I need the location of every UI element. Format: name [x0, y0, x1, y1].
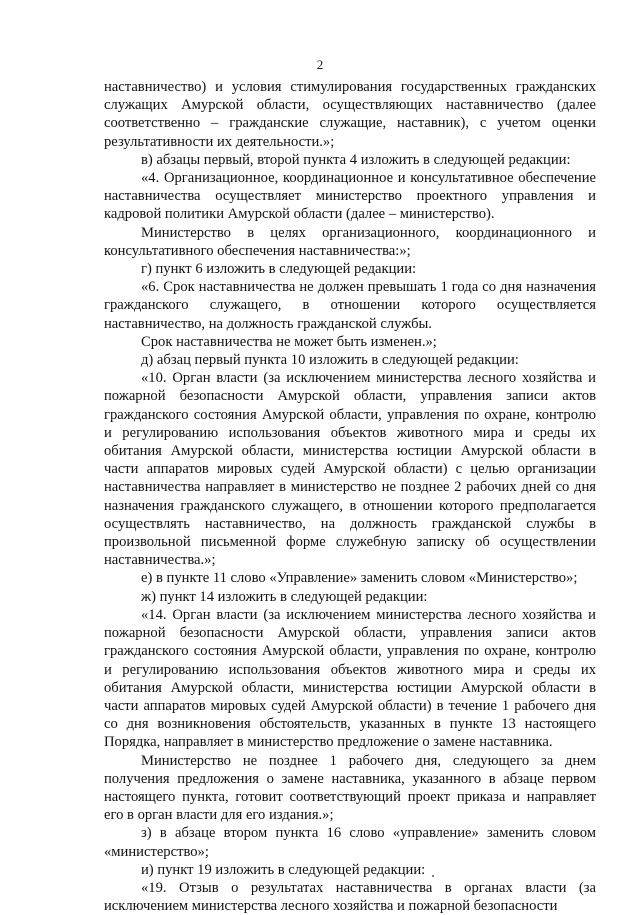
paragraph: е) в пункте 11 слово «Управление» заменить словом «Министерство»; [141, 570, 578, 587]
paragraph: Срок наставничества не может быть изменен.»; [141, 333, 437, 350]
paragraph: Министерство не позднее 1 рабочего дня, следующего за днем получения предложения о замене наставника, указанного в абзаце первом настоящего пункта, готовит соответствующий проект приказа и направляет его в орган власти для его издания.»; [104, 752, 596, 824]
paragraph: «10. Орган власти (за исключением министерства лесного хозяйства и пожарной безопасности Амурской области, управления записи актов гражданского состояния Амурской области, управления по охране, контролю и регулированию использования объектов животного мира и среды их обитания Амурской области, министерства юстиции Амурской области в части аппаратов мировых судей Амурской области) с целью организации наставничества направляет в министерство не позднее 2 рабочих дней со дня назначения гражданского служащего, в отношении которого предполагается осуществлять наставничество, на должность гражданской службы в произвольной письменной форме служебную записку об осуществлении наставничества.»; [104, 370, 596, 569]
paragraph: «6. Срок наставничества не должен превышать 1 года со дня назначения гражданского служащего, в отношении которого осуществляется наставничество, на должность гражданской службы. [104, 279, 596, 332]
scan-speck [432, 875, 434, 877]
paragraph: д) абзац первый пункта 10 изложить в следующей редакции: [141, 352, 519, 369]
document-body [104, 78, 596, 915]
page-number: 2 [316, 57, 324, 72]
paragraph: ж) пункт 14 изложить в следующей редакции: [141, 588, 428, 605]
paragraph: «4. Организационное, координационное и консультативное обеспечение наставничества осуществляет министерство проектного управления и кадровой политики Амурской области (далее – министерство). [104, 170, 596, 223]
paragraph: и) пункт 19 изложить в следующей редакции: [141, 861, 426, 878]
paragraph: «14. Орган власти (за исключением министерства лесного хозяйства и пожарной безопасности Амурской области, управления записи актов гражданского состояния Амурской области, управления по охране, контролю и регулированию использования объектов животного мира и среды их обитания Амурской области, министерства юстиции Амурской области в части аппаратов мировых судей Амурской области) в течение 1 рабочего дня со дня возникновения обстоятельств, указанных в пункте 13 настоящего Порядка, направляет в министерство предложение о замене наставника. [104, 606, 596, 751]
paragraph: «19. Отзыв о результатах наставничества в органах власти (за исключением министерства лесного хозяйства и пожарной безопасности [104, 879, 596, 915]
paragraph: наставничество) и условия стимулирования государственных гражданских служащих Амурской области, осуществляющих наставничество (далее соответственно – гражданские служащие, наставник), с учетом оценки результативности их деятельности.»; [104, 79, 596, 150]
paragraph: г) пункт 6 изложить в следующей редакции: [141, 261, 417, 278]
paragraph: з) в абзаце втором пункта 16 слово «управление» заменить словом «министерство»; [104, 825, 596, 860]
paragraph: в) абзацы первый, второй пункта 4 изложить в следующей редакции: [141, 151, 571, 168]
paragraph: Министерство в целях организационного, координационного и консультативного обеспечения наставничества:»; [104, 224, 596, 259]
